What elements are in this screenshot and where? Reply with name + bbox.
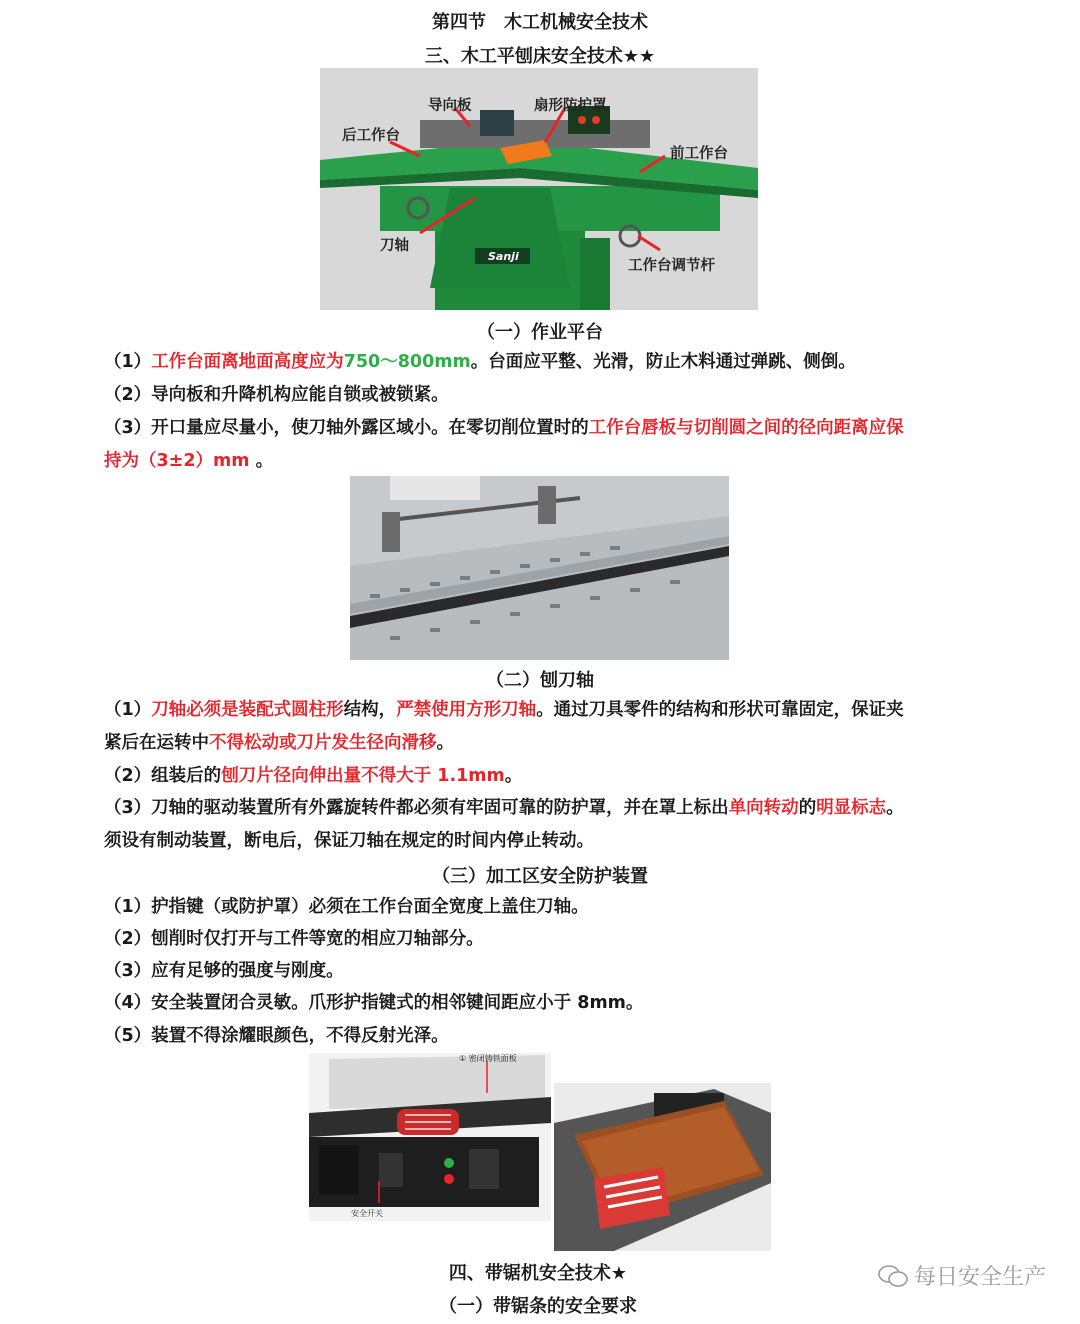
p2-item-1 — [104, 694, 976, 760]
p2-item-3-red2: 明显标志 — [816, 798, 887, 818]
jointer-machine-photo — [320, 68, 758, 310]
subsection-title: 三、木工平刨床安全技术★★ — [424, 46, 656, 67]
p1-item-1-prefix: （1） — [104, 352, 152, 372]
section-title: 第四节 木工机械安全技术 — [432, 12, 648, 33]
label-cast-iron-panel: ① 密闭铸铁面板 — [459, 1054, 517, 1063]
p1-item-1-rest: 。台面应平整、光滑，防止木料通过弹跳、侧倒。 — [470, 352, 856, 372]
section4-title: 四、带锯机安全技术★ — [448, 1263, 628, 1284]
p2-item-2-end: 。 — [504, 766, 523, 786]
heading-work-platform: （一）作业平台 — [477, 322, 603, 343]
p2-item-1-red2: 严禁使用方形刀轴 — [396, 700, 537, 720]
cutter-shaft-illustration — [350, 476, 729, 660]
p2-item-1-end: 。 — [436, 733, 454, 753]
p1-item-1-red: 工作台面离地面高度应为 — [151, 352, 344, 372]
label-fan-guard: 扇形防护罩 — [534, 98, 607, 114]
p2-item-3-mid: 的 — [798, 798, 817, 818]
p2-item-2-red: 刨刀片径向伸出量不得大于 1.1mm — [221, 766, 505, 786]
p1-item-3-red2: 持为（3±2）mm — [104, 451, 250, 471]
label-cutter-shaft: 刀轴 — [380, 238, 409, 254]
p3-item-4: （4）安全装置闭合灵敏。爪形护指键式的相邻键间距应小于 8mm。 — [104, 993, 644, 1013]
p2-item-3-prefix: （3）刀轴的驱动装置所有外露旋转件都必须有牢固可靠的防护罩，并在罩上标出 — [104, 798, 729, 818]
label-table-adjust-lever: 工作台调节杆 — [628, 258, 715, 274]
p2-item-2-prefix: （2）组装后的 — [104, 766, 222, 786]
wood-planing-illustration — [554, 1083, 771, 1251]
watermark — [878, 1260, 1046, 1291]
p2-item-1-mid2: 。通过刀具零件的结构和形状可靠固定，保证夹 — [536, 700, 904, 720]
p3-item-5: （5）装置不得涂耀眼颜色，不得反射光泽。 — [104, 1026, 449, 1046]
p1-item-3-rest: 。 — [249, 451, 274, 471]
label-front-table: 前工作台 — [670, 146, 728, 162]
p1-item-1 — [104, 346, 976, 378]
p2-item-3-line2: 须设有制动装置，断电后，保证刀轴在规定的时间内停止转动。 — [104, 831, 594, 851]
p1-item-1-green: 750～800mm — [343, 352, 471, 372]
p3-item-2: （2）刨削时仅打开与工件等宽的相应刀轴部分。 — [104, 929, 484, 949]
label-guide-plate: 导向板 — [428, 98, 472, 114]
cutter-shaft-photo — [350, 476, 729, 660]
wood-planing-photo — [554, 1083, 771, 1251]
p2-item-1-red3: 不得松动或刀片发生径向滑移 — [209, 733, 437, 753]
p1-item-2: （2）导向板和升降机构应能自锁或被锁紧。 — [104, 385, 449, 405]
brand-logo: Sanji — [488, 250, 519, 263]
p2-item-3 — [104, 792, 976, 858]
wechat-icon — [878, 1264, 908, 1288]
p1-item-3 — [104, 412, 976, 478]
p2-item-1-prefix: （1） — [104, 700, 152, 720]
p2-item-2 — [104, 760, 976, 792]
p3-item-3: （3）应有足够的强度与刚度。 — [104, 961, 344, 981]
p1-item-3-red: 工作台唇板与切削圆之间的径向距离应保 — [588, 418, 904, 438]
watermark-text: 每日安全生产 — [913, 1265, 1046, 1290]
section4-subtitle: （一）带锯条的安全要求 — [439, 1296, 637, 1317]
finger-guard-machine-photo — [309, 1053, 551, 1221]
p2-item-1-line2a: 紧后在运转中 — [104, 733, 209, 753]
p1-item-3-prefix: （3）开口量应尽量小，使刀轴外露区域小。在零切削位置时的 — [104, 418, 589, 438]
p2-item-1-mid1: 结构， — [343, 700, 397, 720]
p2-item-3-red1: 单向转动 — [728, 798, 799, 818]
label-rear-table: 后工作台 — [342, 128, 400, 144]
heading-guard-devices: （三）加工区安全防护装置 — [432, 866, 648, 887]
label-safety-switch: 安全开关 — [351, 1209, 383, 1218]
p3-item-1: （1）护指键（或防护罩）必须在工作台面全宽度上盖住刀轴。 — [104, 897, 589, 917]
heading-cutter-shaft: （二）刨刀轴 — [486, 670, 594, 691]
p2-item-3-end: 。 — [886, 798, 904, 818]
finger-guard-illustration — [309, 1053, 551, 1221]
p2-item-1-red1: 刀轴必须是装配式圆柱形 — [151, 700, 344, 720]
